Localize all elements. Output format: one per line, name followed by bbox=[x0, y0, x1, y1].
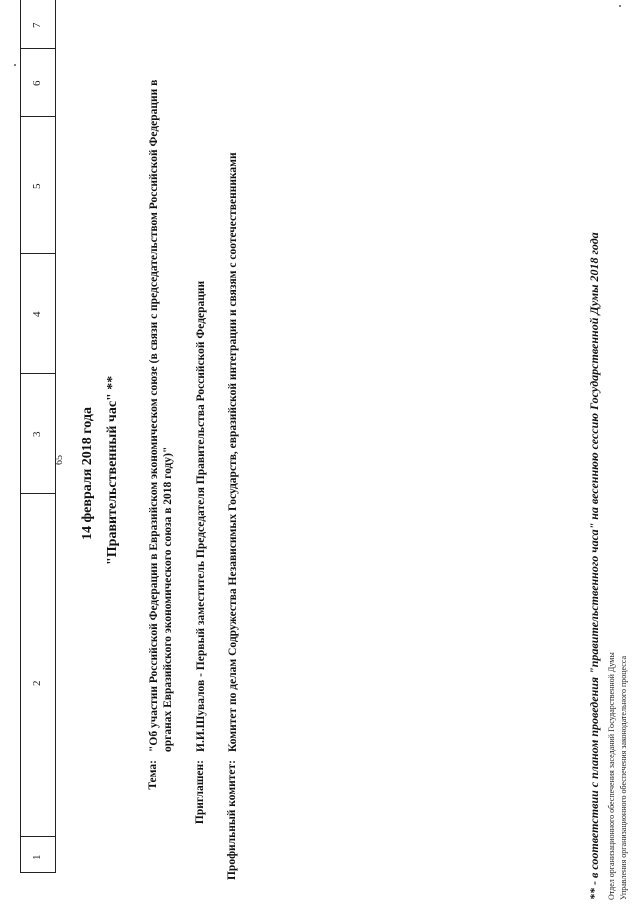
column-cell bbox=[21, 117, 55, 254]
column-cell bbox=[21, 49, 55, 117]
session-date: 14 февраля 2018 года bbox=[80, 407, 95, 540]
column-number: 2 bbox=[31, 680, 43, 686]
office-line: Управления организационного обеспечения законодательного процесса bbox=[619, 655, 628, 900]
page-number: 65 bbox=[54, 455, 65, 465]
invited-value: И.И.Шувалов - Первый заместитель Председателя Правительства Российской Федерации bbox=[195, 280, 207, 752]
topic-label: Тема: bbox=[147, 760, 159, 790]
column-number: 3 bbox=[31, 431, 43, 437]
column-number: 5 bbox=[31, 183, 43, 189]
invited-label: Приглашен: bbox=[194, 760, 206, 825]
session-title: "Правительственный час" ** bbox=[105, 375, 120, 565]
committee-value: Комитет по делам Содружества Независимых Государств, евразийской интеграции и связям с соотечественниками bbox=[227, 152, 239, 752]
column-number: 1 bbox=[31, 854, 43, 860]
topic-value: "Об участии Российской Федерации в Евразийском экономическом союзе (в связи с председательством Российской Федерации в органах Евразийского экономического союза в 2018 году)" bbox=[148, 79, 174, 752]
column-cell bbox=[21, 374, 55, 494]
column-number: 4 bbox=[31, 311, 43, 317]
column-cell bbox=[21, 254, 55, 374]
column-number-table bbox=[20, 0, 56, 873]
office-line: Отдел организационного обеспечения заседаний Государственной Думы bbox=[607, 652, 616, 900]
column-cell bbox=[21, 0, 55, 49]
column-cell bbox=[21, 837, 55, 872]
column-cell bbox=[21, 494, 55, 837]
committee-label: Профильный комитет: bbox=[226, 760, 238, 881]
column-number: 6 bbox=[31, 80, 43, 86]
footnote: ** - в соответствии с планом проведения "правительственного часа" на весеннюю сессию Государственной Думы 2018 года bbox=[587, 232, 601, 900]
column-number: 7 bbox=[31, 22, 43, 28]
